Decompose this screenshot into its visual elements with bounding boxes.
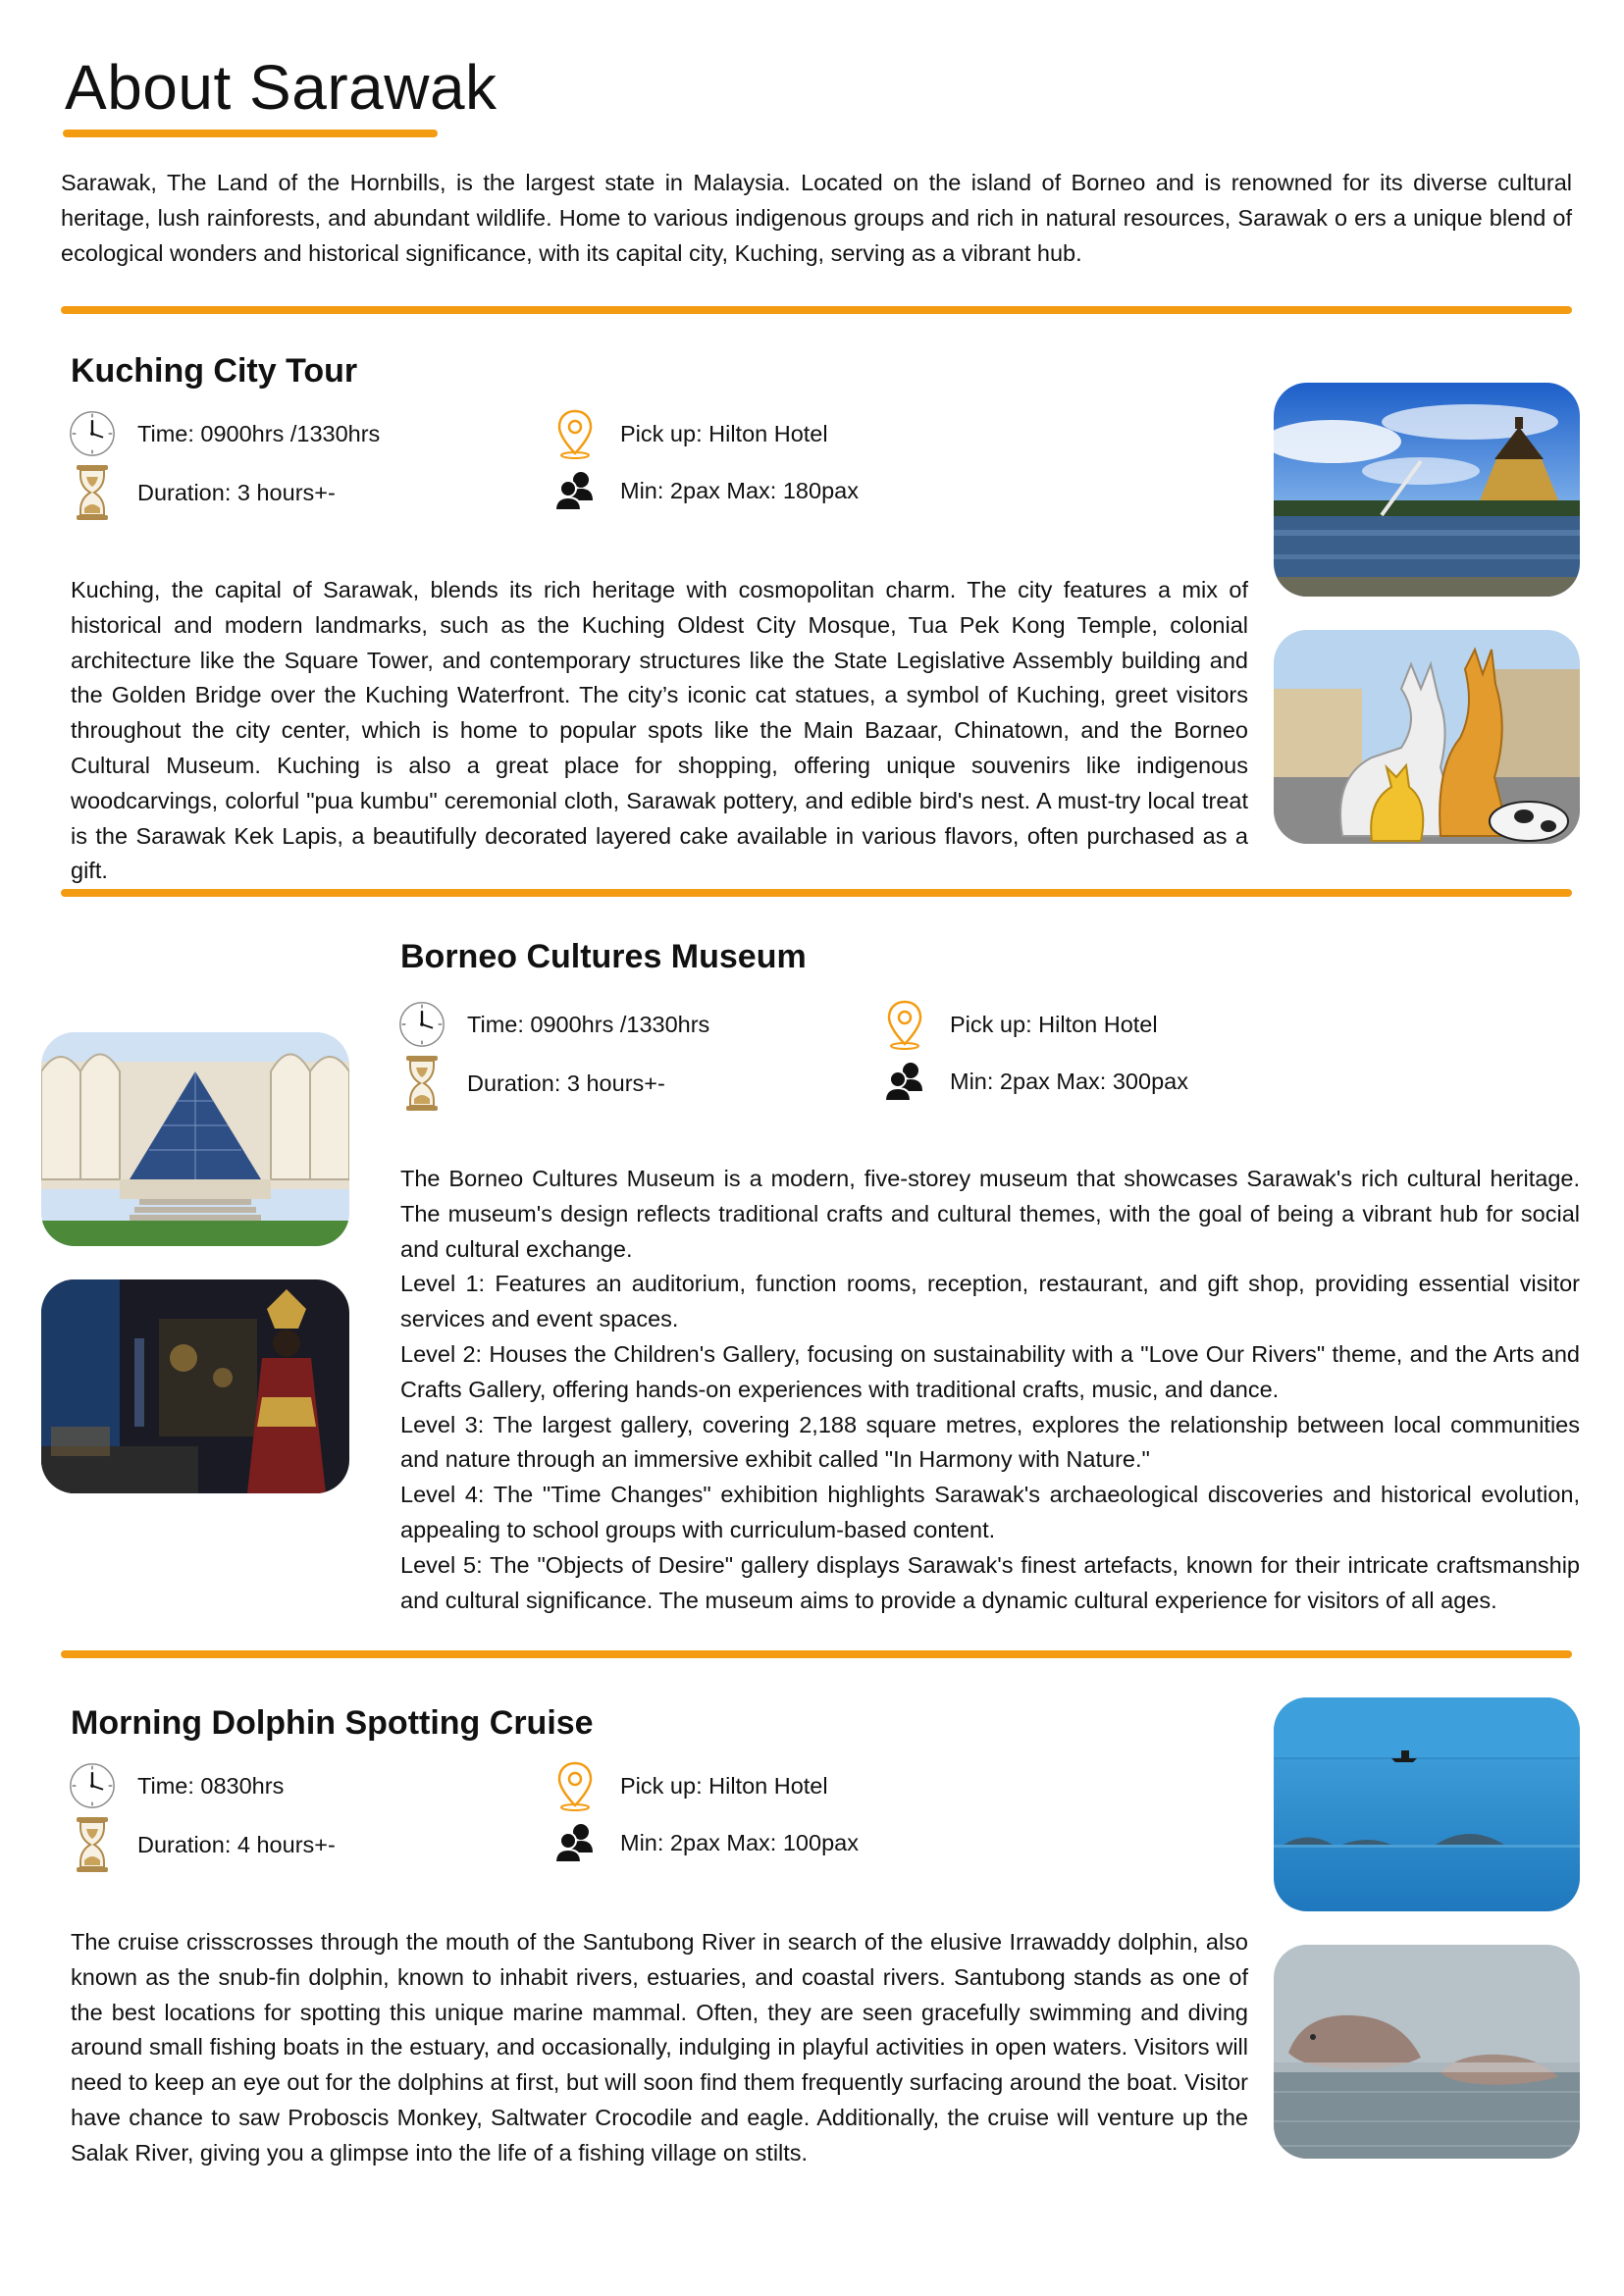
cat-statue-photo xyxy=(1274,630,1580,844)
section-divider xyxy=(61,889,1572,897)
pax-row xyxy=(551,1819,859,1866)
people-icon xyxy=(551,467,599,514)
duration-row xyxy=(69,1821,336,1868)
time-row xyxy=(69,1762,284,1809)
location-pin-icon xyxy=(881,1001,928,1048)
clock-icon xyxy=(398,1001,445,1048)
pickup-text: Pick up: Hilton Hotel xyxy=(620,420,828,446)
pax-text: Min: 2pax Max: 180pax xyxy=(620,477,859,503)
clock-icon xyxy=(69,1762,116,1809)
time-text: Time: 0900hrs /1330hrs xyxy=(467,1011,710,1037)
clock-icon xyxy=(69,410,116,457)
pax-text: Min: 2pax Max: 300pax xyxy=(950,1068,1188,1094)
section-divider xyxy=(61,1650,1572,1658)
description-level-5: Level 5: The "Objects of Desire" gallery displays Sarawak's finest artefacts, known for their intricate craftsmanship and cultural significance. The museum aims to provide a dynamic cultural experience for visitors of all ages. xyxy=(400,1551,1580,1613)
dolphin-sea-photo xyxy=(1274,1697,1580,1911)
page-title: About Sarawak xyxy=(65,52,498,123)
description-level-3: Level 3: The largest gallery, covering 2,188 square metres, explores the relationship between local communities and nature through an immersive exhibit called "In Harmony with Nature." xyxy=(400,1411,1580,1473)
description-paragraph: The Borneo Cultures Museum is a modern, five-storey museum that showcases Sarawak's rich cultural heritage. The museum's design reflects traditional crafts and cultural themes, with the goal of being a vibrant hub for social and cultural exchange. xyxy=(400,1166,1580,1262)
tour-description: Kuching, the capital of Sarawak, blends its rich heritage with cosmopolitan charm. The city features a mix of historical and modern landmarks, such as the Kuching Oldest City Mosque, Tua Pek Kong Temple, colonial architecture like the Square Tower, and contemporary structures like the State Legislative Assembly building and the Golden Bridge over the Kuching Waterfront. The city’s iconic cat statues, a symbol of Kuching, greet visitors throughout the city center, which is home to popular spots like the Main Bazaar, Chinatown, and the Borneo Cultural Museum. Kuching is also a great place for shopping, offering unique souvenirs like indigenous woodcarvings, colorful "pua kumbu" ceremonial cloth, Sarawak pottery, and edible bird's nest. A must-try local treat is the Sarawak Kek Lapis, a beautifully decorated layered cake available in various flavors, often purchased as a gift. xyxy=(71,577,1248,884)
description-level-2: Level 2: Houses the Children's Gallery, focusing on sustainability with a "Love Our Rivers" theme, and the Arts and Crafts Gallery, offering hands-on experiences with traditional crafts, music, and dance. xyxy=(400,1340,1580,1402)
duration-text: Duration: 3 hours+- xyxy=(137,479,336,505)
section-divider xyxy=(61,306,1572,314)
pickup-text: Pick up: Hilton Hotel xyxy=(620,1772,828,1799)
hourglass-icon xyxy=(69,1821,116,1868)
time-row xyxy=(69,410,380,457)
intro-paragraph: Sarawak, The Land of the Hornbills, is the largest state in Malaysia. Located on the island of Borneo and is renowned for its diverse cultural heritage, lush rainforests, and abundant wildlife. Home to various indigenous groups and rich in natural resources, Sarawak o ers a unique blend of ecological wonders and historical significance, with its capital city, Kuching, serving as a vibrant hub. xyxy=(61,170,1572,266)
time-text: Time: 0830hrs xyxy=(137,1772,285,1799)
pickup-text: Pick up: Hilton Hotel xyxy=(950,1011,1158,1037)
pickup-row xyxy=(551,1762,828,1809)
people-icon xyxy=(551,1819,599,1866)
dolphin-closeup-photo xyxy=(1274,1945,1580,2159)
duration-text: Duration: 3 hours+- xyxy=(467,1070,665,1096)
description-level-4: Level 4: The "Time Changes" exhibition highlights Sarawak's archaeological discoveries and historical evolution, appealing to school groups with curriculum-based content. xyxy=(400,1482,1580,1542)
tour-description xyxy=(400,1162,1580,1618)
pickup-row xyxy=(881,1001,1158,1048)
tour-description: The cruise crisscrosses through the mouth of the Santubong River in search of the elusive Irrawaddy dolphin, also known as the snub-fin dolphin, known to inhabit rivers, estuaries, and coastal rivers. Santubong stands as one of the best locations for spotting this unique marine mammal. Often, they are seen gracefully swimming and diving around small fishing boats in the estuary, and occasionally, indulging in playful activities in open waters. Visitors will need to keep an eye out for the dolphins at first, but will soon find them frequently surfacing around the boat. Visitor have chance to saw Proboscis Monkey, Saltwater Crocodile and eagle. Additionally, the cruise will venture up the Salak River, giving you a glimpse into the life of a fishing village on stilts. xyxy=(71,1929,1248,2166)
location-pin-icon xyxy=(551,410,599,457)
time-row xyxy=(398,1001,709,1048)
museum-interior-photo xyxy=(41,1279,349,1493)
pax-text: Min: 2pax Max: 100pax xyxy=(620,1829,859,1855)
title-underline xyxy=(63,130,438,137)
pax-row xyxy=(881,1058,1188,1105)
description-level-1: Level 1: Features an auditorium, function rooms, reception, restaurant, and gift shop, providing essential visitor services and event spaces. xyxy=(400,1271,1580,1332)
hourglass-icon xyxy=(398,1060,445,1107)
people-icon xyxy=(881,1058,928,1105)
section-title: Morning Dolphin Spotting Cruise xyxy=(71,1704,594,1742)
museum-exterior-photo xyxy=(41,1032,349,1246)
location-pin-icon xyxy=(551,1762,599,1809)
duration-row xyxy=(398,1060,665,1107)
time-text: Time: 0900hrs /1330hrs xyxy=(137,420,381,446)
hourglass-icon xyxy=(69,469,116,516)
duration-row xyxy=(69,469,336,516)
kuching-waterfront-photo xyxy=(1274,383,1580,597)
section-title: Borneo Cultures Museum xyxy=(400,938,807,975)
pax-row xyxy=(551,467,859,514)
section-title: Kuching City Tour xyxy=(71,352,358,390)
duration-text: Duration: 4 hours+- xyxy=(137,1831,336,1857)
pickup-row xyxy=(551,410,828,457)
